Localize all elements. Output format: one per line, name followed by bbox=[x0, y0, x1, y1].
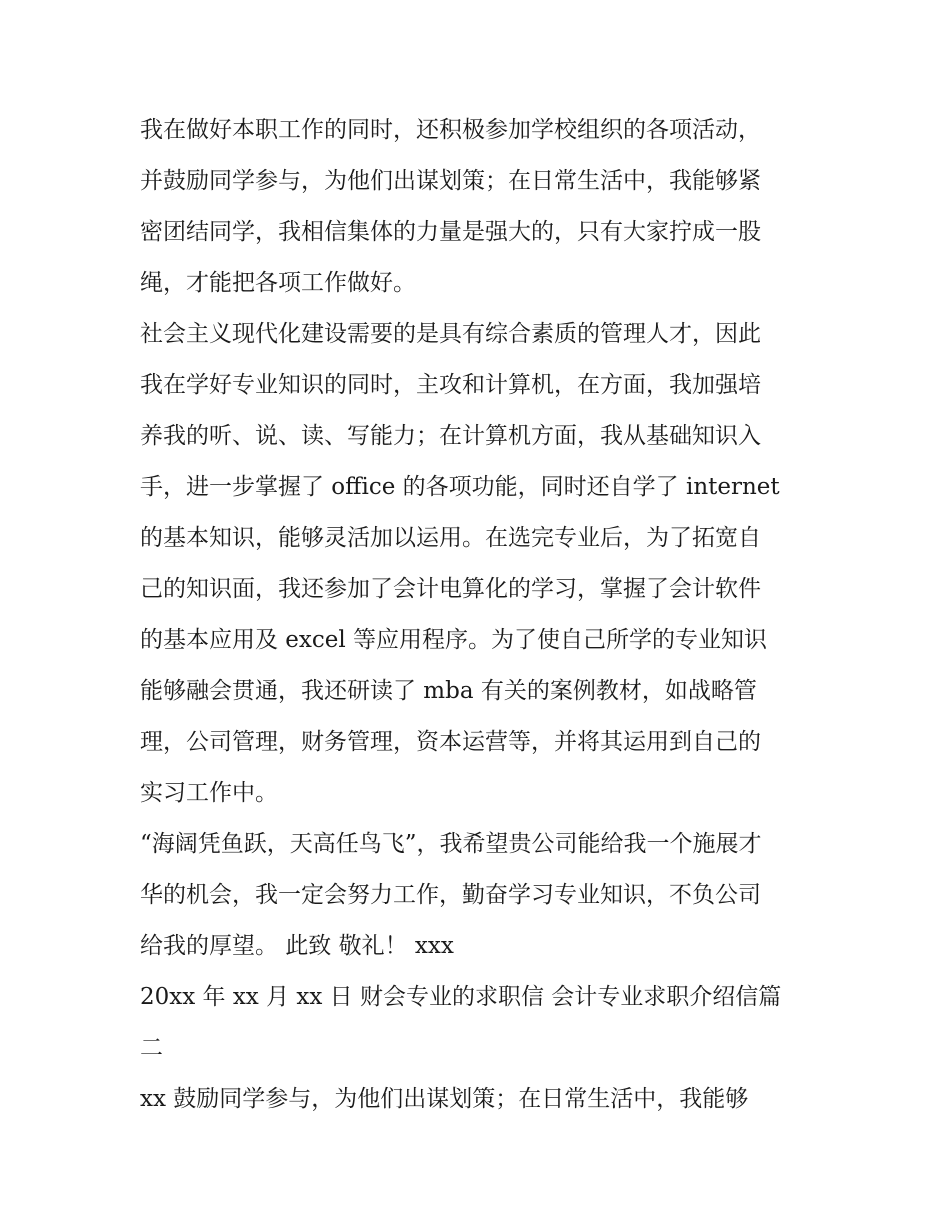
text-line: 己的知识面，我还参加了会计电算化的学习，掌握了会计软件 bbox=[140, 576, 761, 602]
text-line: 社会主义现代化建设需要的是具有综合素质的管理人才，因此 bbox=[140, 321, 761, 347]
text-line: 实习工作中。 bbox=[140, 780, 278, 806]
text-line: 华的机会，我一定会努力工作，勤奋学习专业知识，不负公司 bbox=[140, 882, 761, 908]
text-line: 绳，才能把各项工作做好。 bbox=[140, 270, 416, 296]
text-line: 我在学好专业知识的同时，主攻和计算机，在方面，我加强培 bbox=[140, 372, 761, 398]
text-line: 20xx 年 xx 月 xx 日 财会专业的求职信 会计专业求职介绍信篇 bbox=[140, 984, 782, 1010]
text-line: 能够融会贯通，我还研读了 mba 有关的案例教材，如战略管 bbox=[140, 678, 757, 704]
text-line: 我在做好本职工作的同时，还积极参加学校组织的各项活动， bbox=[140, 117, 761, 143]
text-line: “海阔凭鱼跃，天高任鸟飞”，我希望贵公司能给我一个施展才 bbox=[140, 831, 762, 857]
text-line: 的基本应用及 excel 等应用程序。为了使自己所学的专业知识 bbox=[140, 627, 768, 653]
text-line: 并鼓励同学参与，为他们出谋划策；在日常生活中，我能够紧 bbox=[140, 168, 761, 194]
text-line: 二 bbox=[140, 1035, 163, 1061]
text-line: 密团结同学，我相信集体的力量是强大的，只有大家拧成一股 bbox=[140, 219, 761, 245]
text-line: xx 鼓励同学参与，为他们出谋划策；在日常生活中，我能够 bbox=[140, 1086, 749, 1112]
document-body bbox=[140, 105, 820, 1125]
text-line: 的基本知识，能够灵活加以运用。在选完专业后，为了拓宽自 bbox=[140, 525, 761, 551]
text-line: 给我的厚望。 此致 敬礼！ xxx bbox=[140, 933, 454, 959]
text-line: 养我的听、说、读、写能力；在计算机方面，我从基础知识入 bbox=[140, 423, 761, 449]
text-line: 手，进一步掌握了 office 的各项功能，同时还自学了 internet bbox=[140, 474, 780, 500]
text-line: 理，公司管理，财务管理，资本运营等，并将其运用到自己的 bbox=[140, 729, 761, 755]
